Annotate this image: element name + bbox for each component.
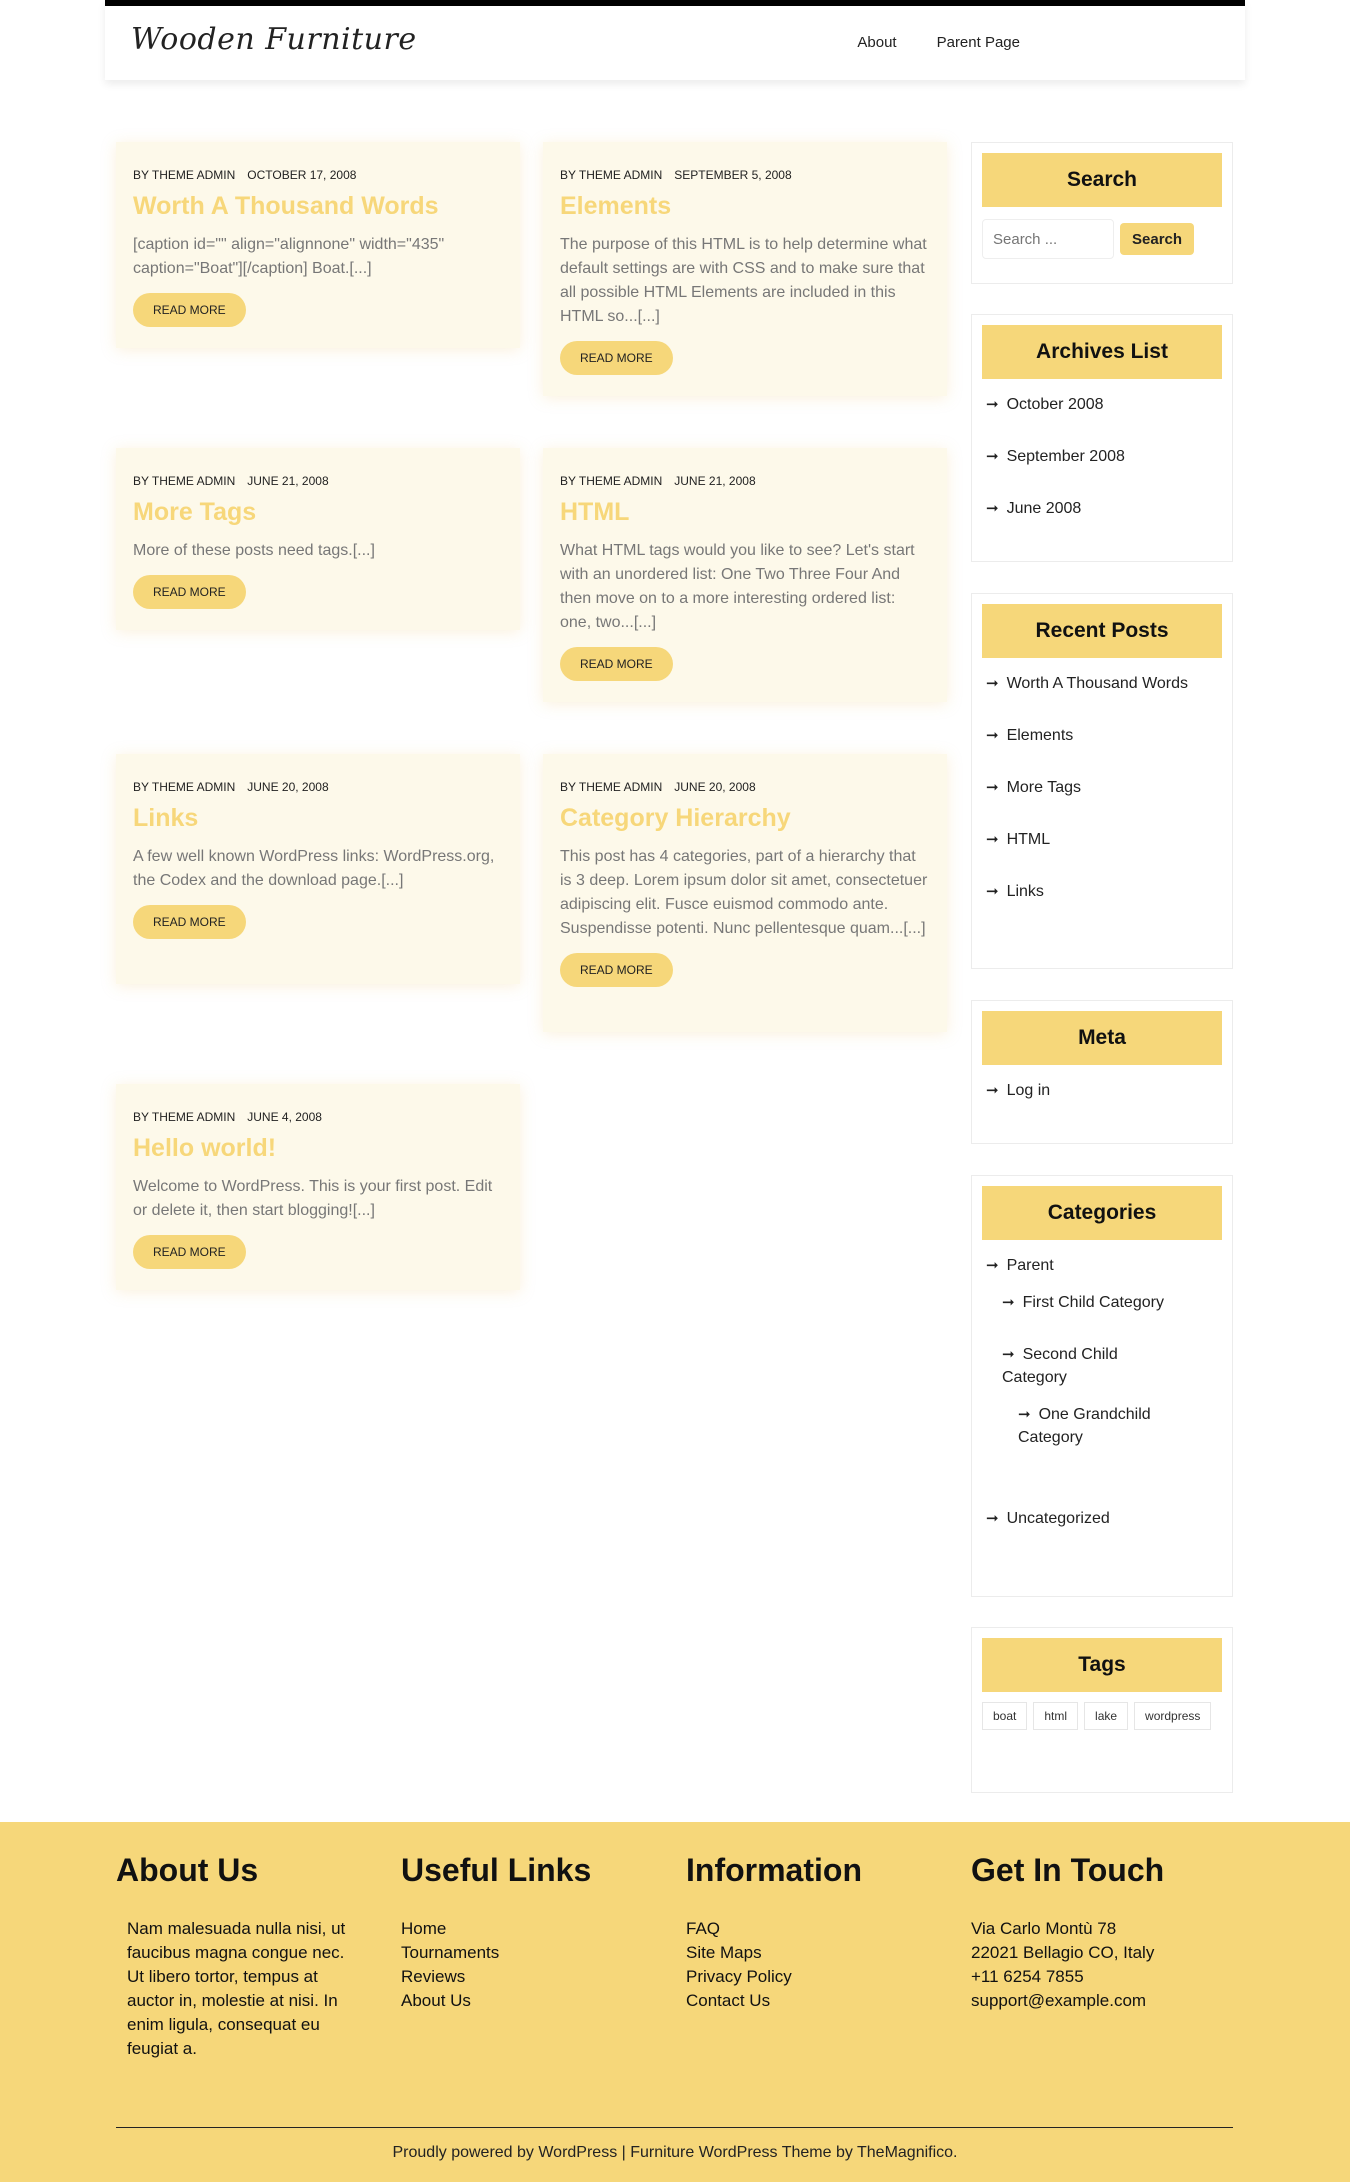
footer-email[interactable]: support@example.com	[971, 1991, 1147, 2010]
arrow-right-icon: ➞	[1002, 1294, 1015, 1311]
post-title[interactable]: HTML	[560, 498, 630, 526]
footer-phone[interactable]: +11 6254 7855	[971, 1967, 1084, 1986]
category-link[interactable]: Uncategorized	[1006, 1510, 1110, 1527]
post-meta	[133, 168, 503, 182]
category-link[interactable]: First Child Category	[1022, 1294, 1164, 1311]
recent-posts-widget-title: Recent Posts	[982, 604, 1222, 658]
read-more-button[interactable]: READ MORE	[560, 953, 673, 987]
archive-link[interactable]: October 2008	[1006, 396, 1104, 413]
footer-link[interactable]: Tournaments	[401, 1943, 500, 1962]
site-header	[105, 0, 1245, 80]
post-excerpt: [caption id="" align="alignnone" width="435" caption="Boat"][/caption] Boat.[...]	[133, 236, 445, 277]
categories-list	[982, 1254, 1222, 1530]
archives-widget-title: Archives List	[982, 325, 1222, 379]
categories-widget	[971, 1175, 1233, 1597]
categories-widget-title: Categories	[982, 1186, 1222, 1240]
footer-information	[686, 1852, 946, 2013]
tag-link[interactable]: boat	[982, 1702, 1027, 1730]
arrow-right-icon: ➞	[986, 1510, 999, 1527]
footer-address-line: Via Carlo Montù 78	[971, 1919, 1117, 1938]
post-date[interactable]: OCTOBER 17, 2008	[247, 168, 357, 182]
post-excerpt: A few well known WordPress links: WordPress.org, the Codex and the download page.[...]	[133, 848, 495, 889]
meta-item[interactable]	[986, 1079, 1218, 1102]
arrow-right-icon: ➞	[986, 779, 999, 796]
post-meta	[560, 780, 930, 794]
arrow-right-icon: ➞	[986, 831, 999, 848]
category-item[interactable]	[1002, 1291, 1172, 1314]
post-card	[116, 754, 520, 984]
post-card	[543, 142, 947, 396]
post-title[interactable]: Links	[133, 804, 199, 832]
category-link[interactable]: One Grandchild Category	[1018, 1406, 1151, 1446]
footer-contact-list	[971, 1917, 1231, 2013]
post-card	[116, 448, 520, 630]
footer-contact-title: Get In Touch	[971, 1852, 1165, 1888]
site-footer	[0, 1822, 1350, 2182]
meta-list	[982, 1079, 1222, 1102]
tags-widget-title: Tags	[982, 1638, 1222, 1692]
search-input[interactable]	[982, 219, 1114, 259]
arrow-right-icon: ➞	[986, 396, 999, 413]
recent-post-link[interactable]: Elements	[1006, 727, 1074, 744]
post-author[interactable]: BY THEME ADMIN	[560, 168, 663, 182]
tag-link[interactable]: html	[1033, 1702, 1078, 1730]
post-date[interactable]: JUNE 21, 2008	[247, 474, 329, 488]
footer-contact	[971, 1852, 1231, 2013]
post-date[interactable]: JUNE 4, 2008	[247, 1110, 322, 1124]
arrow-right-icon: ➞	[986, 500, 999, 517]
arrow-right-icon: ➞	[986, 675, 999, 692]
read-more-button[interactable]: READ MORE	[133, 1235, 246, 1269]
archive-link[interactable]: September 2008	[1006, 448, 1125, 465]
post-author[interactable]: BY THEME ADMIN	[133, 168, 236, 182]
footer-divider	[116, 2127, 1233, 2128]
post-excerpt: The purpose of this HTML is to help determine what default settings are with CSS and to make sure that all possible HTML Elements are included in this HTML so...[...]	[560, 236, 927, 325]
footer-useful-links-list	[401, 1917, 661, 2013]
post-card	[543, 754, 947, 1032]
post-title[interactable]: Category Hierarchy	[560, 804, 791, 832]
post-meta	[560, 474, 930, 488]
post-meta	[133, 474, 503, 488]
footer-link[interactable]: Contact Us	[686, 1991, 771, 2010]
meta-widget	[971, 1000, 1233, 1144]
nav-about[interactable]: About	[857, 34, 897, 51]
footer-copyright: Proudly powered by WordPress | Furniture WordPress Theme by TheMagnifico.	[392, 2144, 958, 2161]
category-item[interactable]	[1002, 1343, 1172, 1389]
post-meta	[560, 168, 930, 182]
footer-useful-links-title: Useful Links	[401, 1852, 592, 1888]
category-link[interactable]: Second Child Category	[1002, 1346, 1118, 1386]
archives-list	[982, 393, 1222, 520]
read-more-button[interactable]: READ MORE	[133, 293, 246, 327]
read-more-button[interactable]: READ MORE	[133, 575, 246, 609]
post-date[interactable]: JUNE 20, 2008	[674, 780, 756, 794]
archive-item[interactable]	[986, 497, 1218, 520]
post-date[interactable]: SEPTEMBER 5, 2008	[674, 168, 792, 182]
category-item[interactable]	[986, 1254, 1218, 1277]
recent-post-link[interactable]: More Tags	[1006, 779, 1081, 796]
arrow-right-icon: ➞	[986, 448, 999, 465]
read-more-button[interactable]: READ MORE	[133, 905, 246, 939]
post-card	[543, 448, 947, 702]
footer-link[interactable]: Privacy Policy	[686, 1967, 792, 1986]
post-author[interactable]: BY THEME ADMIN	[133, 780, 236, 794]
recent-post-item[interactable]	[986, 828, 1218, 851]
post-title[interactable]: More Tags	[133, 498, 257, 526]
arrow-right-icon: ➞	[986, 1082, 999, 1099]
recent-post-link[interactable]: Worth A Thousand Words	[1006, 675, 1189, 692]
tag-link[interactable]: lake	[1084, 1702, 1128, 1730]
archive-link[interactable]: June 2008	[1006, 500, 1082, 517]
footer-link[interactable]: About Us	[401, 1991, 471, 2010]
nav-parent-page[interactable]: Parent Page	[936, 34, 1020, 51]
meta-widget-title: Meta	[982, 1011, 1222, 1065]
read-more-button[interactable]: READ MORE	[560, 647, 673, 681]
footer-link[interactable]: Home	[401, 1919, 447, 1938]
recent-post-item[interactable]	[986, 672, 1218, 695]
main-nav	[857, 34, 1020, 51]
post-excerpt: This post has 4 categories, part of a hierarchy that is 3 deep. Lorem ipsum dolor sit amet, consectetuer adipiscing elit. Fusce euismod commodo ante. Suspendisse potenti. Nunc pellentesque quam...[...]	[560, 848, 928, 937]
tag-cloud	[982, 1702, 1222, 1730]
post-excerpt: Welcome to WordPress. This is your first post. Edit or delete it, then start blogging![...]	[133, 1178, 493, 1219]
tag-link[interactable]: wordpress	[1134, 1702, 1211, 1730]
search-button[interactable]: Search	[1120, 223, 1194, 255]
recent-posts-widget	[971, 593, 1233, 969]
recent-posts-list	[982, 672, 1222, 903]
post-title[interactable]: Worth A Thousand Words	[133, 192, 439, 220]
tags-widget	[971, 1627, 1233, 1793]
category-item[interactable]	[986, 1507, 1218, 1530]
recent-post-link[interactable]: Links	[1006, 883, 1044, 900]
arrow-right-icon: ➞	[1018, 1406, 1031, 1423]
footer-about-title: About Us	[116, 1852, 259, 1888]
footer-information-title: Information	[686, 1852, 862, 1888]
search-widget	[971, 142, 1233, 284]
search-form	[982, 219, 1222, 265]
footer-about	[116, 1852, 366, 2061]
recent-post-item[interactable]	[986, 724, 1218, 747]
archive-item[interactable]	[986, 393, 1218, 416]
post-author[interactable]: BY THEME ADMIN	[133, 1110, 236, 1124]
footer-link[interactable]: FAQ	[686, 1919, 721, 1938]
footer-link[interactable]: Reviews	[401, 1967, 466, 1986]
post-excerpt: What HTML tags would you like to see? Let's start with an unordered list: One Two Three Four And then move on to a more interesting ordered list: one, two...[...]	[560, 542, 915, 631]
archives-widget	[971, 314, 1233, 562]
footer-useful-links	[401, 1852, 661, 2013]
arrow-right-icon: ➞	[986, 883, 999, 900]
post-excerpt: More of these posts need tags.[...]	[133, 542, 375, 559]
post-meta	[133, 780, 503, 794]
arrow-right-icon: ➞	[986, 727, 999, 744]
footer-information-list	[686, 1917, 946, 2013]
post-date[interactable]: JUNE 21, 2008	[674, 474, 756, 488]
category-link[interactable]: Parent	[1006, 1257, 1054, 1274]
post-author[interactable]: BY THEME ADMIN	[560, 780, 663, 794]
read-more-button[interactable]: READ MORE	[560, 341, 673, 375]
post-card	[116, 142, 520, 348]
search-widget-title: Search	[982, 153, 1222, 207]
footer-link[interactable]: Site Maps	[686, 1943, 762, 1962]
recent-post-link[interactable]: HTML	[1006, 831, 1051, 848]
arrow-right-icon: ➞	[986, 1257, 999, 1274]
post-author[interactable]: BY THEME ADMIN	[133, 474, 236, 488]
post-meta	[133, 1110, 503, 1124]
post-date[interactable]: JUNE 20, 2008	[247, 780, 329, 794]
post-card	[116, 1084, 520, 1290]
recent-post-item[interactable]	[986, 880, 1218, 903]
category-item[interactable]	[1018, 1403, 1188, 1449]
footer-about-text: Nam malesuada nulla nisi, ut faucibus magna congue nec. Ut libero tortor, tempus at auctor in, molestie at nisi. In enim ligula, consequat eu feugiat a.	[127, 1919, 346, 2058]
archive-item[interactable]	[986, 445, 1218, 468]
footer-address-line: 22021 Bellagio CO, Italy	[971, 1943, 1155, 1962]
arrow-right-icon: ➞	[1002, 1346, 1015, 1363]
post-author[interactable]: BY THEME ADMIN	[560, 474, 663, 488]
site-logo[interactable]: Wooden Furniture	[131, 22, 417, 57]
recent-post-item[interactable]	[986, 776, 1218, 799]
post-title[interactable]: Elements	[560, 192, 672, 220]
login-link[interactable]: Log in	[1006, 1082, 1051, 1099]
post-title[interactable]: Hello world!	[133, 1134, 277, 1162]
